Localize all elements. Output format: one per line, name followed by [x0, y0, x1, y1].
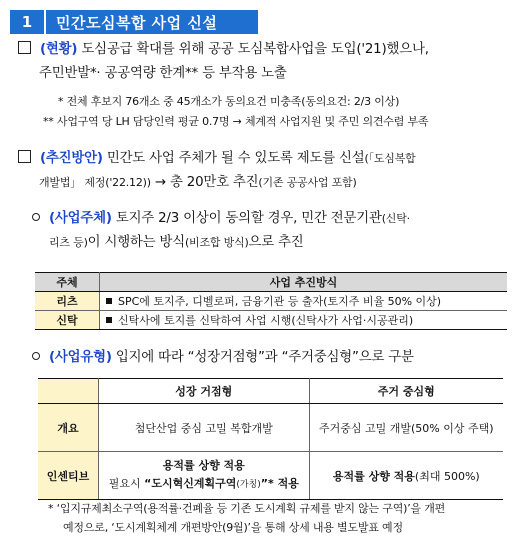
- subject-label: (사업주체): [49, 211, 112, 226]
- subject-trust-ref: (신탁·: [381, 212, 410, 225]
- table-row: [35, 292, 507, 311]
- type-text: 입지에 따라 “성장거점형”과 “주거중심형”으로 구분: [111, 350, 414, 365]
- status-note-2: ** 사업구역 당 LH 담당인력 평균 0.7명 → 체계적 사업지원 및 주민 의견수렴 부족: [43, 115, 429, 128]
- subject-paragraph-line1: [32, 208, 529, 230]
- subject-method-note: (비조합 방식): [184, 236, 249, 249]
- table-header-residential: 주거 중심형: [309, 379, 503, 404]
- plan-law-ref: (「도심복합: [364, 152, 416, 165]
- table-header-growth: 성장 거점형: [99, 379, 310, 404]
- table-header-method: 사업 추진방식: [100, 273, 508, 292]
- section-number: 1: [10, 10, 46, 34]
- row-label-reits: 리츠: [35, 292, 100, 311]
- plan-target-note: (기존 공공사업 포함): [258, 176, 357, 189]
- section-title: 민간도심복합 사업 신설: [56, 13, 218, 32]
- incentive-zone-name: “도시혁신계획구역: [144, 477, 237, 490]
- table-row: [38, 404, 503, 452]
- table-header-subject: 주체: [35, 273, 100, 292]
- row-label-trust: 신탁: [35, 311, 100, 330]
- table-row: [35, 311, 507, 330]
- row-label-incentive: 인센티브: [38, 452, 99, 500]
- table-header-row: [38, 379, 503, 404]
- square-bullet-icon: [106, 317, 112, 323]
- plan-text-line1: 민간도 사업 주체가 될 수 있도록 제도를 신설: [102, 151, 365, 166]
- subject-reits-ref: 리츠 등): [49, 236, 88, 249]
- residential-incentive: [309, 452, 503, 500]
- incentive-suffix: ”* 적용: [260, 477, 299, 490]
- incentive-zone-tentative: (가칭): [236, 480, 261, 490]
- trust-method-text: 신탁사에 토지를 신탁하여 사업 시행(신탁사가 사업·시공관리): [118, 314, 414, 327]
- plan-paragraph-line2: [39, 172, 529, 194]
- square-bullet-icon: [106, 298, 112, 304]
- residential-incentive-max: (최대 500%): [414, 469, 480, 483]
- subject-paragraph-line2: [49, 232, 529, 254]
- circle-bullet-icon: [32, 352, 40, 360]
- type-paragraph: [32, 347, 529, 369]
- section-title-bar: [10, 10, 258, 34]
- status-paragraph-line1: [18, 39, 529, 61]
- growth-incentive-line2: [105, 475, 303, 494]
- subject-method: 이 시행하는 방식: [87, 235, 185, 250]
- incentive-prefix: 필요시: [108, 477, 145, 490]
- footnote-line1: * ‘입지규제최소구역(용적률·건폐율 등 기존 도시계획 규제를 받지 않는 구역)’을 개편: [48, 502, 446, 515]
- row-text-trust: [100, 311, 508, 330]
- plan-label: (추진방안): [40, 151, 103, 166]
- status-note-1: * 전체 후보지 76개소 중 45개소가 동의요건 미충족(동의요건: 2/3 이상): [58, 95, 400, 108]
- subject-method-end: 으로 추진: [248, 235, 304, 250]
- business-method-table: [35, 272, 507, 330]
- residential-incentive-main: 용적률 상향 적용: [332, 469, 415, 483]
- subject-text-line1: 토지주 2/3 이상이 동의할 경우, 민간 전문기관: [111, 211, 382, 226]
- table-header-row: [35, 273, 507, 292]
- plan-target: → 총 20만호 추진: [150, 175, 259, 190]
- status-text-line2: 주민반발*· 공공역량 한계** 등 부작용 노출: [39, 66, 287, 81]
- row-text-reits: [100, 292, 508, 311]
- type-label: (사업유형): [49, 350, 112, 365]
- growth-incentive-line1: 용적률 상향 적용: [162, 459, 245, 472]
- status-label: (현황): [40, 42, 78, 57]
- circle-bullet-icon: [32, 213, 40, 221]
- growth-incentive: [99, 452, 310, 500]
- row-label-overview: 개요: [38, 404, 99, 452]
- status-text-line1: 도심공급 확대를 위해 공공 도심복합사업을 도입('21)했으나,: [77, 42, 429, 57]
- table-header-blank: [38, 379, 99, 404]
- residential-overview: 주거중심 고밀 개발(50% 이상 주택): [309, 404, 503, 452]
- growth-overview: 첨단산업 중심 고밀 복합개발: [99, 404, 310, 452]
- footnote-line2: 예정으로, ‘도시계획체계 개편방안(9월)’을 통해 상세 내용 별도발표 예정: [63, 521, 403, 534]
- table-row: [38, 452, 503, 500]
- business-type-table: [38, 378, 503, 500]
- reits-method-text: SPC에 토지주, 디벨로퍼, 금융기관 등 출자(토지주 비율 50% 이상): [118, 295, 442, 308]
- square-bullet-icon: [18, 150, 31, 163]
- plan-law-date: 개발법」 제정('22.12)): [39, 176, 151, 189]
- square-bullet-icon: [18, 41, 31, 54]
- plan-paragraph-line1: [18, 148, 529, 170]
